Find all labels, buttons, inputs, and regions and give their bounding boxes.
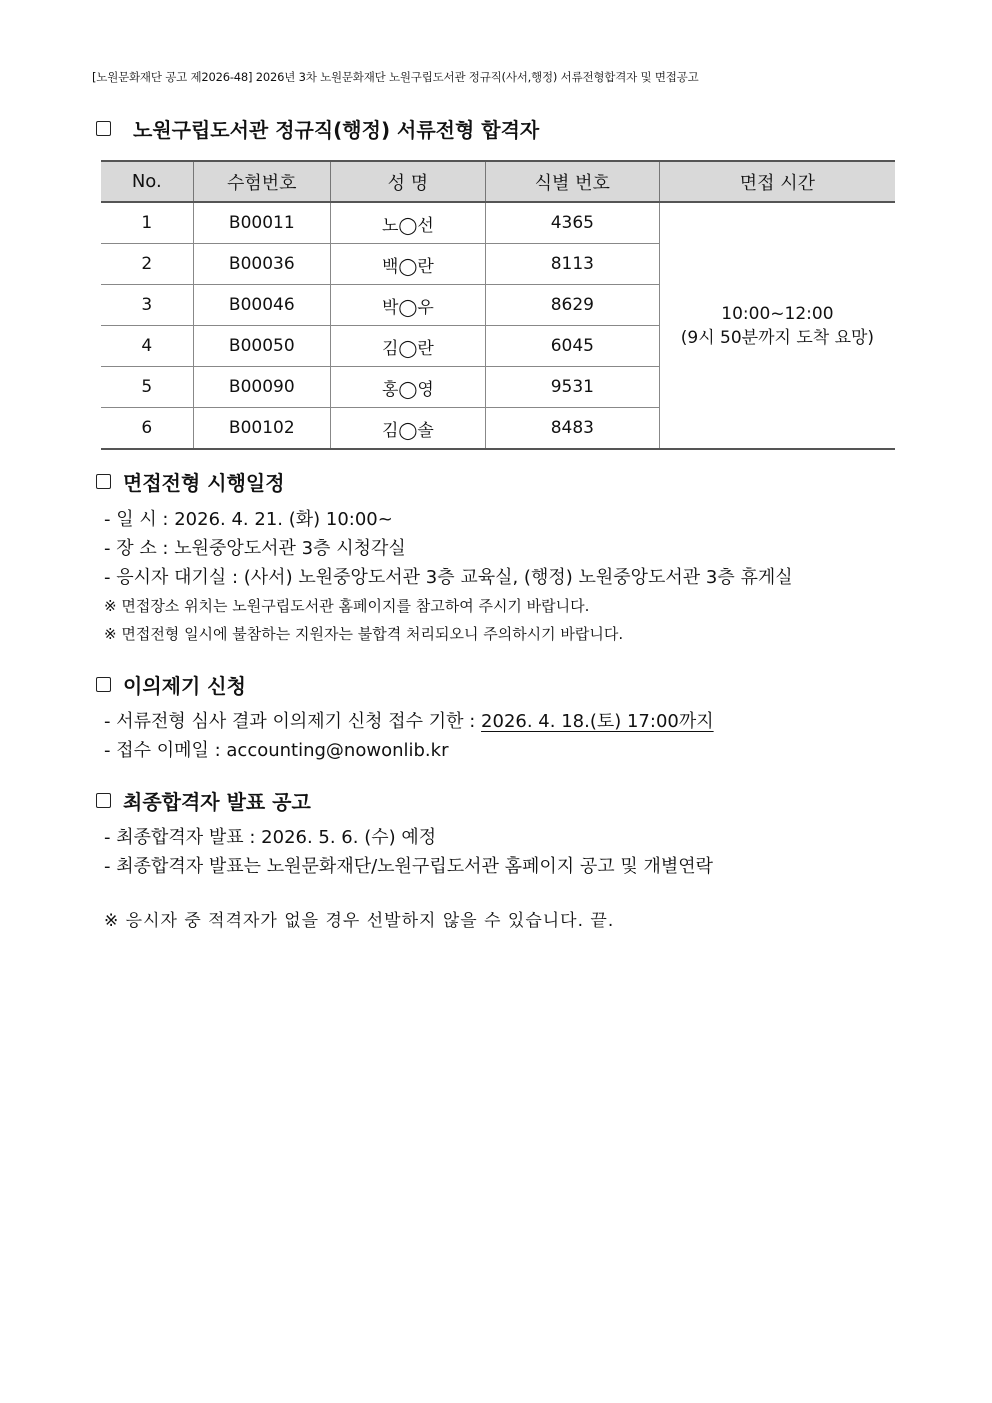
schedule-note-location: ※ 면접장소 위치는 노원구립도서관 홈페이지를 참고하여 주시기 바랍니다. xyxy=(104,597,590,615)
cell-exam-number: B00090 xyxy=(193,367,330,408)
cell-id-number: 6045 xyxy=(485,326,659,367)
schedule-details xyxy=(104,505,793,648)
final-announcement-details xyxy=(104,823,713,881)
final-announcement-date: - 최종합격자 발표 : 2026. 5. 6. (수) 예정 xyxy=(104,827,437,848)
section-schedule-title-text: 면접전형 시행일정 xyxy=(123,471,285,495)
cell-no: 3 xyxy=(101,285,193,326)
section-final-title xyxy=(96,786,311,815)
col-header-no: No. xyxy=(101,161,193,202)
cell-name: 백◯란 xyxy=(330,244,485,285)
checkbox-bullet-icon xyxy=(96,677,111,692)
col-header-interview-time: 면접 시간 xyxy=(659,161,895,202)
schedule-note-absence: ※ 면접전형 일시에 불참하는 지원자는 불합격 처리되오니 주의하시기 바랍니다. xyxy=(104,625,624,643)
cell-name: 노◯선 xyxy=(330,202,485,244)
checkbox-bullet-icon xyxy=(96,793,111,808)
results-table xyxy=(101,160,895,450)
cell-no: 6 xyxy=(101,408,193,450)
section-appeal-title xyxy=(96,670,246,699)
cell-exam-number: B00011 xyxy=(193,202,330,244)
section-schedule-title xyxy=(96,467,285,496)
cell-id-number: 8483 xyxy=(485,408,659,450)
checkbox-bullet-icon xyxy=(96,474,111,489)
cell-exam-number: B00102 xyxy=(193,408,330,450)
cell-id-number: 8629 xyxy=(485,285,659,326)
appeal-deadline xyxy=(104,707,714,736)
table-header-row xyxy=(101,161,895,202)
cell-interview-time xyxy=(659,202,895,449)
cell-name: 김◯란 xyxy=(330,326,485,367)
section-final-title-text: 최종합격자 발표 공고 xyxy=(123,790,311,814)
appeal-deadline-label: - 서류전형 심사 결과 이의제기 신청 접수 기한 : xyxy=(104,711,482,732)
appeal-email: - 접수 이메일 : accounting@nowonlib.kr xyxy=(104,740,449,761)
cell-exam-number: B00046 xyxy=(193,285,330,326)
interview-arrival-note: (9시 50분까지 도착 요망) xyxy=(680,327,875,348)
checkbox-bullet-icon xyxy=(96,121,111,136)
section-appeal-title-text: 이의제기 신청 xyxy=(123,674,246,698)
cell-no: 1 xyxy=(101,202,193,244)
cell-no: 4 xyxy=(101,326,193,367)
cell-name: 김◯솔 xyxy=(330,408,485,450)
cell-id-number: 4365 xyxy=(485,202,659,244)
schedule-date: - 일 시 : 2026. 4. 21. (화) 10:00~ xyxy=(104,509,393,530)
final-announcement-method: - 최종합격자 발표는 노원문화재단/노원구립도서관 홈페이지 공고 및 개별연락 xyxy=(104,856,714,877)
schedule-waiting-room: - 응시자 대기실 : (사서) 노원중앙도서관 3층 교육실, (행정) 노원중앙도서관 3층 휴게실 xyxy=(104,567,793,588)
appeal-details xyxy=(104,707,714,765)
col-header-name: 성 명 xyxy=(330,161,485,202)
closing-note: ※ 응시자 중 적격자가 없을 경우 선발하지 않을 수 있습니다. 끝. xyxy=(104,911,615,931)
cell-no: 2 xyxy=(101,244,193,285)
col-header-exam-number: 수험번호 xyxy=(193,161,330,202)
notice-header: [노원문화재단 공고 제2026-48] 2026년 3차 노원문화재단 노원구립도서관 정규직(사서,행정) 서류전형합격자 및 면접공고 xyxy=(92,70,699,84)
cell-id-number: 8113 xyxy=(485,244,659,285)
cell-exam-number: B00050 xyxy=(193,326,330,367)
table-row xyxy=(101,202,895,244)
col-header-id-number: 식별 번호 xyxy=(485,161,659,202)
interview-time-range: 10:00~12:00 xyxy=(721,303,834,324)
cell-exam-number: B00036 xyxy=(193,244,330,285)
cell-no: 5 xyxy=(101,367,193,408)
cell-name: 박◯우 xyxy=(330,285,485,326)
schedule-place: - 장 소 : 노원중앙도서관 3층 시청각실 xyxy=(104,538,406,559)
appeal-deadline-value: 2026. 4. 18.(토) 17:00까지 xyxy=(481,711,714,732)
cell-id-number: 9531 xyxy=(485,367,659,408)
section-results-title xyxy=(96,114,539,143)
cell-name: 홍◯영 xyxy=(330,367,485,408)
section-results-title-text: 노원구립도서관 정규직(행정) 서류전형 합격자 xyxy=(133,118,540,142)
